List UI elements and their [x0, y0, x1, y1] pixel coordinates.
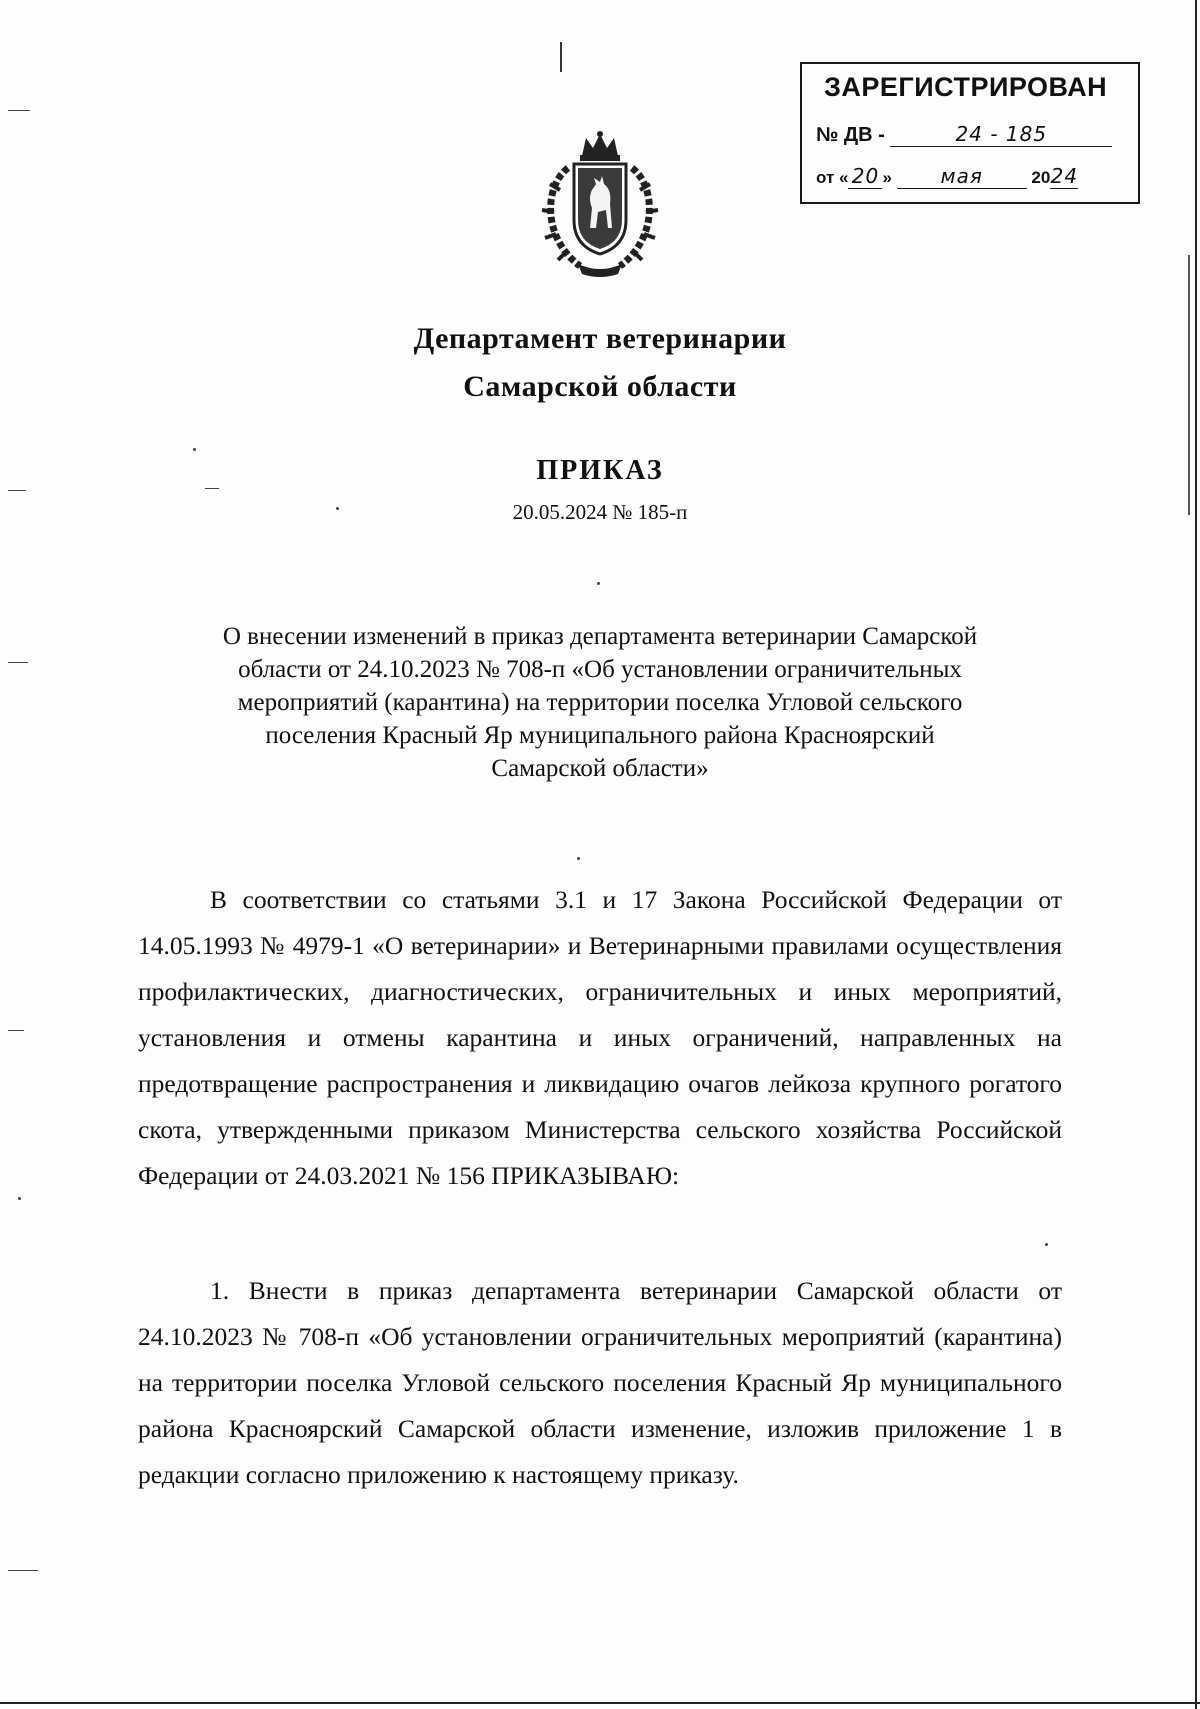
- coat-of-arms-emblem: [530, 128, 670, 278]
- stamp-date-prefix: от «: [816, 168, 849, 187]
- scan-speck: [8, 662, 28, 663]
- stamp-date-day: 20: [848, 164, 882, 189]
- registration-stamp: [800, 62, 1140, 204]
- subject-line: мероприятий (карантина) на территории поселка Угловой сельского: [237, 689, 963, 716]
- department-name-line1: Департамент ветеринарии: [413, 322, 787, 355]
- scan-speck: [597, 582, 600, 585]
- scan-edge-right: [1195, 0, 1197, 1709]
- preamble-paragraph: В соответствии со статьями 3.1 и 17 Закона Российской Федерации от 14.05.1993 № 4979-1 «О ветеринарии» и Ветеринарными правилами осуществления профилактических, диагностических, ограничительных и иных мероприятий, установления и отмены карантина и иных ограничений, направленных на предотвращение распространения и ликвидацию очагов лейкоза крупного рогатого скота, утвержденными приказом Министерства сельского хозяйства Российской Федерации от 24.03.2021 № 156 ПРИКАЗЫВАЮ:: [138, 885, 1062, 1190]
- stamp-number-prefix: № ДВ -: [816, 124, 885, 146]
- department-name-line2: Самарской области: [463, 370, 737, 403]
- stamp-date-mid: »: [882, 168, 892, 187]
- stamp-year-handwritten: 24: [1050, 164, 1079, 188]
- scan-speck: [8, 1030, 24, 1031]
- stamp-date-month: мая: [897, 164, 1027, 189]
- scan-mark: [560, 42, 562, 72]
- scan-speck: [8, 490, 26, 491]
- scan-speck: [18, 1197, 21, 1200]
- order-item-1: 1. Внести в приказ департамента ветеринарии Самарской области от 24.10.2023 № 708-п «Об установлении ограничительных мероприятий (карантина) на территории поселка Угловой сельского поселения Красный Яр муниципального района Красноярский Самарской области изменение, изложив приложение 1 в редакции согласно приложению к настоящему приказу.: [138, 1276, 1062, 1489]
- stamp-year-prefix: 20: [1031, 168, 1051, 187]
- document-type: ПРИКАЗ: [536, 455, 664, 486]
- scan-speck: [1045, 1243, 1048, 1246]
- document-subject: [170, 620, 1030, 785]
- scan-speck: [577, 857, 580, 860]
- subject-line: поселения Красный Яр муниципального района Красноярский: [265, 722, 935, 749]
- document-date-number: 20.05.2024 № 185-п: [512, 500, 688, 524]
- stamp-number-row: [816, 122, 1112, 147]
- scan-speck: [8, 1570, 38, 1571]
- stamp-number-handwritten: 24 - 185: [890, 122, 1112, 147]
- subject-line: Самарской области»: [491, 755, 709, 782]
- scan-edge-bottom: [0, 1702, 1200, 1704]
- stamp-title: ЗАРЕГИСТРИРОВАН: [824, 72, 1108, 102]
- stamp-date-row: [816, 164, 1078, 189]
- subject-line: области от 24.10.2023 № 708-п «Об установлении ограничительных: [238, 656, 962, 683]
- scan-speck: [8, 110, 30, 111]
- subject-line: О внесении изменений в приказ департамента ветеринарии Самарской: [222, 623, 978, 650]
- scan-speck: [205, 488, 219, 489]
- scan-speck: [193, 448, 196, 451]
